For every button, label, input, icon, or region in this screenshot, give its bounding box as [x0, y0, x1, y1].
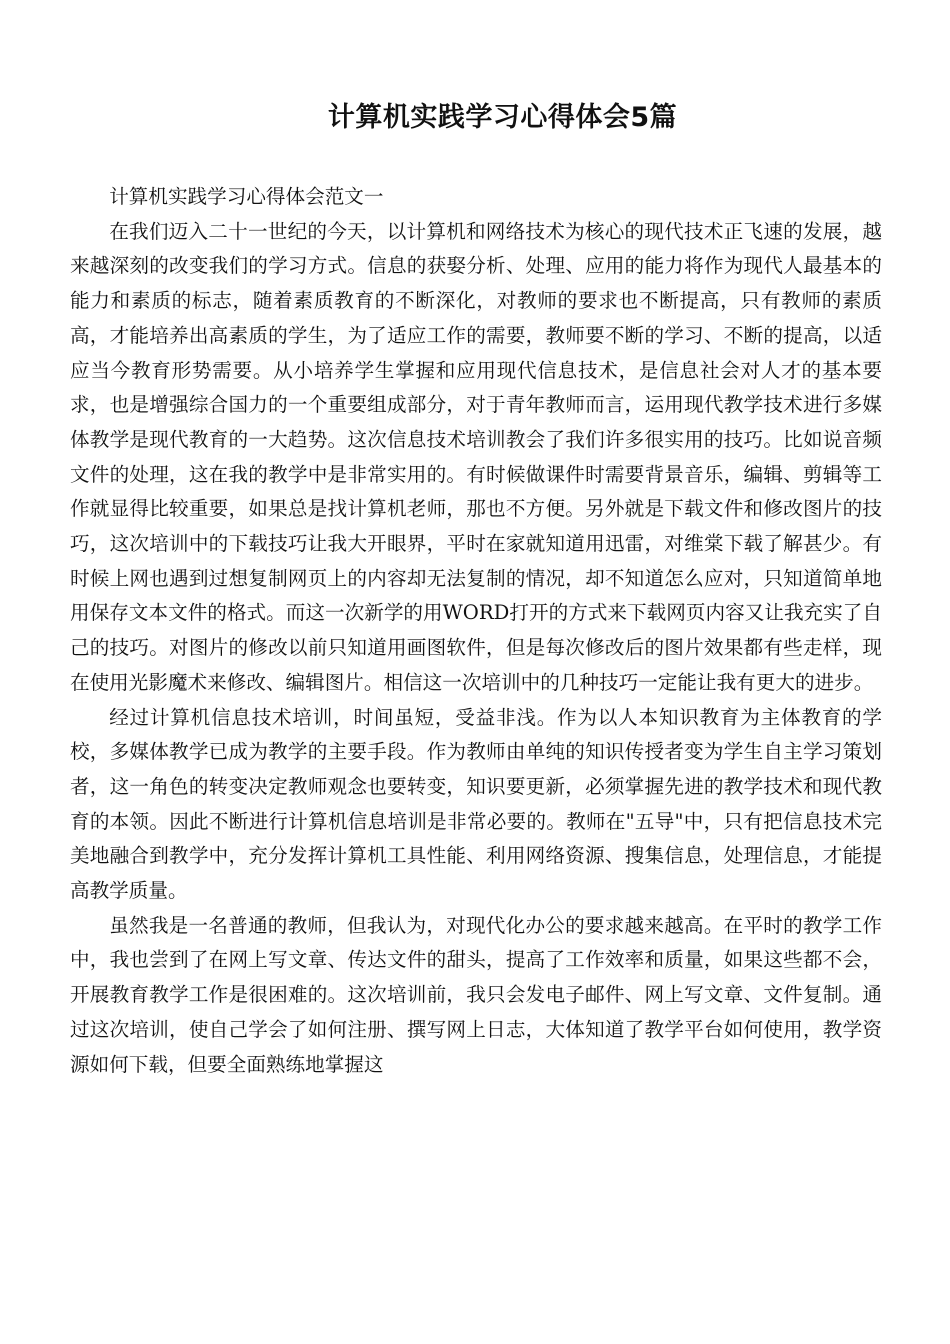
- body-paragraph: 在我们迈入二十一世纪的今天，以计算机和网络技术为核心的现代技术正飞速的发展，越来越深刻的改变我们的学习方式。信息的获娶分析、处理、应用的能力将作为现代人最基本的能力和素质的标志，随着素质教育的不断深化，对教师的要求也不断提高，只有教师的素质高，才能培养出高素质的学生，为了适应工作的需要，教师要不断的学习、不断的提高，以适应当今教育形势需要。从小培养学生掌握和应用现代信息技术，是信息社会对人才的基本要求，也是增强综合国力的一个重要组成部分，对于青年教师而言，运用现代教学技术进行多媒体教学是现代教育的一大趋势。这次信息技术培训教会了我们许多很实用的技巧。比如说音频文件的处理，这在我的教学中是非常实用的。有时候做课件时需要背景音乐，编辑、剪辑等工作就显得比较重要，如果总是找计算机老师，那也不方便。另外就是下载文件和修改图片的技巧，这次培训中的下载技巧让我大开眼界，平时在家就知道用迅雷，对维棠下载了解甚少。有时候上网也遇到过想复制网页上的内容却无法复制的情况，却不知道怎么应对，只知道简单地用保存文本文件的格式。而这一次新学的用WORD打开的方式来下载网页内容又让我充实了自己的技巧。对图片的修改以前只知道用画图软件，但是每次修改后的图片效果都有些走样，现在使用光影魔术来修改、编辑图片。相信这一次培训中的几种技巧一定能让我有更大的进步。: [70, 219, 882, 694]
- body-paragraph: 虽然我是一名普通的教师，但我认为，对现代化办公的要求越来越高。在平时的教学工作中，我也尝到了在网上写文章、传达文件的甜头，提高了工作效率和质量，如果这些都不会，开展教育教学工作是很困难的。这次培训前，我只会发电子邮件、网上写文章、文件复制。通过这次培训，使自己学会了如何注册、撰写网上日志，大体知道了教学平台如何使用，教学资源如何下载，但要全面熟练地掌握这: [70, 913, 882, 1076]
- body-paragraph: 经过计算机信息技术培训，时间虽短，受益非浅。作为以人本知识教育为主体教育的学校，多媒体教学已成为教学的主要手段。作为教师由单纯的知识传授者变为学生自主学习策划者，这一角色的转变决定教师观念也要转变，知识要更新，必须掌握先进的教学技术和现代教育的本领。因此不断进行计算机信息培训是非常必要的。教师在"五导"中，只有把信息技术完美地融合到教学中，充分发挥计算机工具性能、利用网络资源、搜集信息，处理信息，才能提高教学质量。: [70, 705, 882, 903]
- document-title: 计算机实践学习心得体会5篇: [327, 102, 678, 133]
- section-subheading: 计算机实践学习心得体会范文一: [109, 185, 384, 208]
- document-body: [70, 180, 882, 1082]
